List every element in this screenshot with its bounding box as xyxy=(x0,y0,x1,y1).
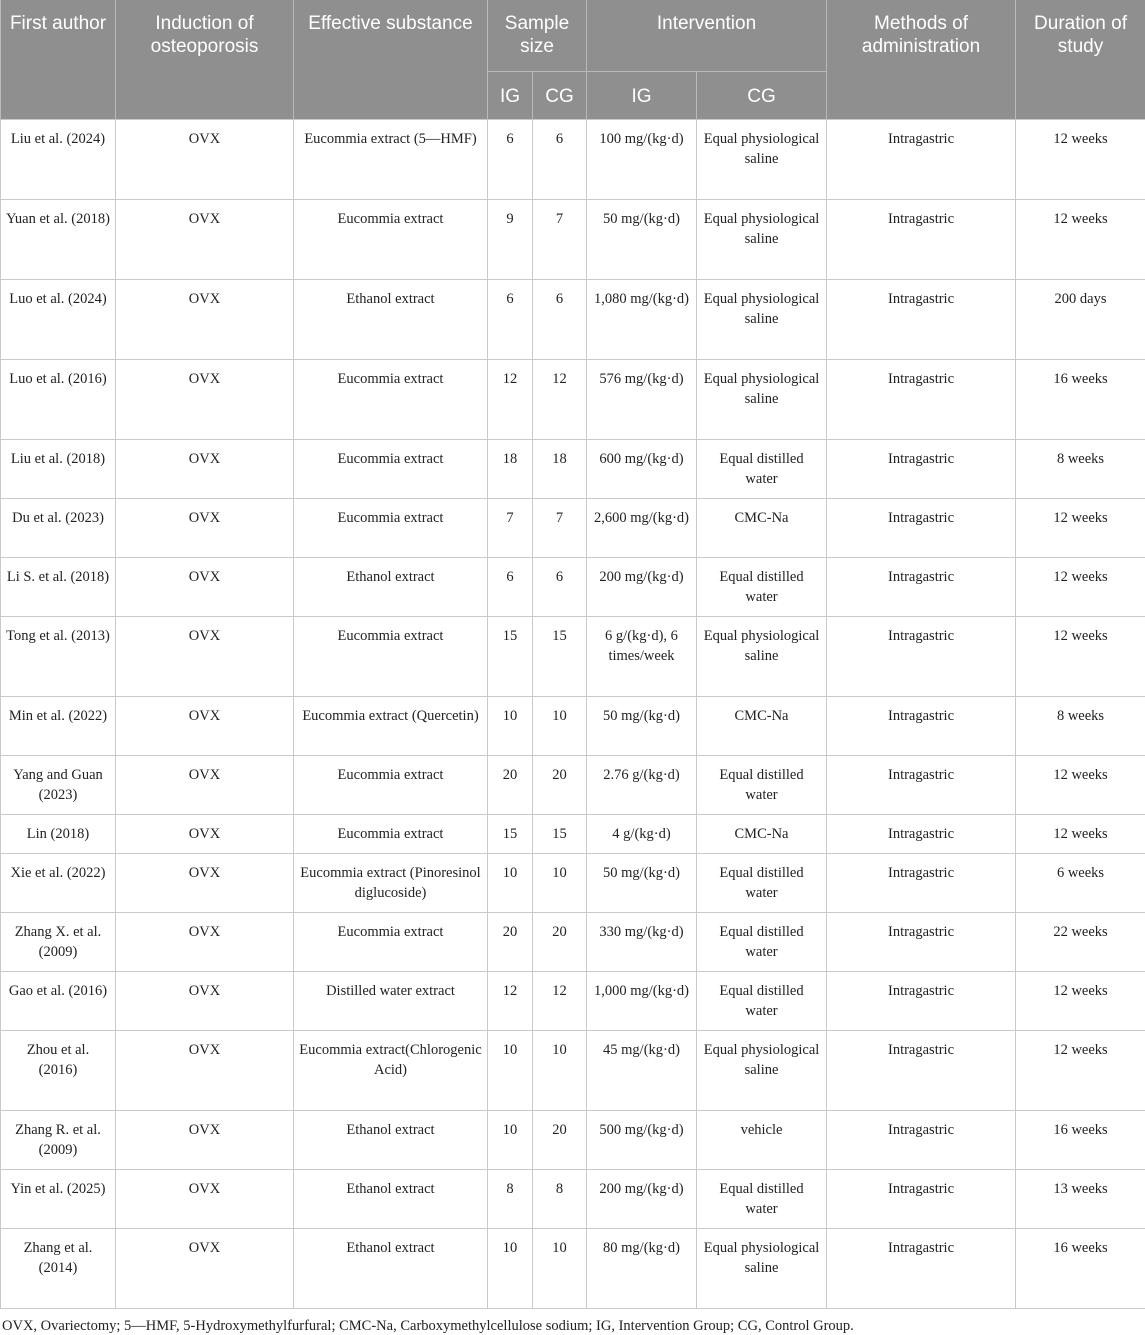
ig-dose-cell: 1,000 mg/(kg·d) xyxy=(587,971,697,1030)
ig-sample-cell: 6 xyxy=(488,119,533,199)
ig-dose-cell: 1,080 mg/(kg·d) xyxy=(587,279,697,359)
ig-sample-cell: 10 xyxy=(488,1228,533,1308)
ig-dose-cell: 200 mg/(kg·d) xyxy=(587,1169,697,1228)
substance-cell: Ethanol extract xyxy=(294,1228,488,1308)
ig-dose-cell: 600 mg/(kg·d) xyxy=(587,439,697,498)
cg-sample-cell: 7 xyxy=(533,199,587,279)
induction-cell: OVX xyxy=(116,1030,294,1110)
cg-intervention-cell: Equal distilled water xyxy=(697,1169,827,1228)
header-sample-size: Sample size xyxy=(488,0,587,71)
method-cell: Intragastric xyxy=(827,279,1016,359)
cg-intervention-cell: Equal physiological saline xyxy=(697,1030,827,1110)
author-cell: Min et al. (2022) xyxy=(1,696,116,755)
table-row xyxy=(1,971,1145,1030)
method-cell: Intragastric xyxy=(827,1110,1016,1169)
cg-intervention-cell: Equal physiological saline xyxy=(697,279,827,359)
cg-sample-cell: 10 xyxy=(533,853,587,912)
ig-sample-cell: 12 xyxy=(488,971,533,1030)
method-cell: Intragastric xyxy=(827,616,1016,696)
author-cell: Liu et al. (2024) xyxy=(1,119,116,199)
table-row xyxy=(1,359,1145,439)
cg-intervention-cell: Equal physiological saline xyxy=(697,1228,827,1308)
duration-cell: 8 weeks xyxy=(1016,696,1145,755)
author-cell: Luo et al. (2016) xyxy=(1,359,116,439)
cg-sample-cell: 12 xyxy=(533,971,587,1030)
ig-dose-cell: 50 mg/(kg·d) xyxy=(587,696,697,755)
induction-cell: OVX xyxy=(116,971,294,1030)
substance-cell: Eucommia extract xyxy=(294,755,488,814)
table-row xyxy=(1,696,1145,755)
method-cell: Intragastric xyxy=(827,755,1016,814)
table-row xyxy=(1,912,1145,971)
ig-dose-cell: 2.76 g/(kg·d) xyxy=(587,755,697,814)
header-sample-ig: IG xyxy=(488,71,533,119)
ig-dose-cell: 45 mg/(kg·d) xyxy=(587,1030,697,1110)
method-cell: Intragastric xyxy=(827,696,1016,755)
method-cell: Intragastric xyxy=(827,439,1016,498)
cg-sample-cell: 8 xyxy=(533,1169,587,1228)
duration-cell: 12 weeks xyxy=(1016,199,1145,279)
author-cell: Li S. et al. (2018) xyxy=(1,557,116,616)
author-cell: Tong et al. (2013) xyxy=(1,616,116,696)
induction-cell: OVX xyxy=(116,814,294,853)
cg-intervention-cell: Equal distilled water xyxy=(697,912,827,971)
author-cell: Yuan et al. (2018) xyxy=(1,199,116,279)
ig-sample-cell: 15 xyxy=(488,814,533,853)
cg-intervention-cell: Equal distilled water xyxy=(697,853,827,912)
ig-sample-cell: 18 xyxy=(488,439,533,498)
duration-cell: 16 weeks xyxy=(1016,1228,1145,1308)
duration-cell: 12 weeks xyxy=(1016,1030,1145,1110)
cg-intervention-cell: CMC-Na xyxy=(697,498,827,557)
induction-cell: OVX xyxy=(116,557,294,616)
duration-cell: 12 weeks xyxy=(1016,119,1145,199)
table-row xyxy=(1,1110,1145,1169)
cg-sample-cell: 6 xyxy=(533,119,587,199)
substance-cell: Eucommia extract xyxy=(294,616,488,696)
ig-dose-cell: 2,600 mg/(kg·d) xyxy=(587,498,697,557)
ig-dose-cell: 330 mg/(kg·d) xyxy=(587,912,697,971)
author-cell: Gao et al. (2016) xyxy=(1,971,116,1030)
author-cell: Zhang R. et al. (2009) xyxy=(1,1110,116,1169)
substance-cell: Eucommia extract (Quercetin) xyxy=(294,696,488,755)
ig-sample-cell: 6 xyxy=(488,279,533,359)
table-row xyxy=(1,814,1145,853)
method-cell: Intragastric xyxy=(827,1169,1016,1228)
method-cell: Intragastric xyxy=(827,199,1016,279)
ig-sample-cell: 9 xyxy=(488,199,533,279)
cg-intervention-cell: Equal physiological saline xyxy=(697,616,827,696)
header-effective-substance: Effective substance xyxy=(294,0,488,119)
cg-intervention-cell: Equal distilled water xyxy=(697,439,827,498)
header-duration: Duration of study xyxy=(1016,0,1145,119)
cg-sample-cell: 10 xyxy=(533,696,587,755)
ig-dose-cell: 50 mg/(kg·d) xyxy=(587,199,697,279)
induction-cell: OVX xyxy=(116,119,294,199)
author-cell: Yang and Guan (2023) xyxy=(1,755,116,814)
duration-cell: 16 weeks xyxy=(1016,359,1145,439)
cg-intervention-cell: Equal physiological saline xyxy=(697,359,827,439)
cg-intervention-cell: Equal distilled water xyxy=(697,557,827,616)
substance-cell: Distilled water extract xyxy=(294,971,488,1030)
table-row xyxy=(1,498,1145,557)
cg-sample-cell: 10 xyxy=(533,1228,587,1308)
author-cell: Liu et al. (2018) xyxy=(1,439,116,498)
ig-sample-cell: 20 xyxy=(488,912,533,971)
ig-sample-cell: 20 xyxy=(488,755,533,814)
author-cell: Yin et al. (2025) xyxy=(1,1169,116,1228)
induction-cell: OVX xyxy=(116,498,294,557)
header-sample-cg: CG xyxy=(533,71,587,119)
induction-cell: OVX xyxy=(116,1110,294,1169)
ig-dose-cell: 80 mg/(kg·d) xyxy=(587,1228,697,1308)
table-row xyxy=(1,279,1145,359)
table-footnote: OVX, Ovariectomy; 5—HMF, 5-Hydroxymethylfurfural; CMC-Na, Carboxymethylcellulose sodium; IG, Intervention Group; CG, Control Group. xyxy=(0,1309,1145,1335)
table-row xyxy=(1,755,1145,814)
cg-intervention-cell: Equal distilled water xyxy=(697,971,827,1030)
duration-cell: 12 weeks xyxy=(1016,498,1145,557)
header-methods: Methods of administration xyxy=(827,0,1016,119)
cg-sample-cell: 20 xyxy=(533,755,587,814)
author-cell: Zhou et al. (2016) xyxy=(1,1030,116,1110)
duration-cell: 12 weeks xyxy=(1016,971,1145,1030)
cg-sample-cell: 6 xyxy=(533,557,587,616)
cg-intervention-cell: CMC-Na xyxy=(697,696,827,755)
duration-cell: 12 weeks xyxy=(1016,755,1145,814)
ig-sample-cell: 10 xyxy=(488,1030,533,1110)
header-first-author: First author xyxy=(1,0,116,119)
induction-cell: OVX xyxy=(116,1228,294,1308)
induction-cell: OVX xyxy=(116,359,294,439)
induction-cell: OVX xyxy=(116,696,294,755)
table-row xyxy=(1,853,1145,912)
table-row xyxy=(1,1228,1145,1308)
table-row xyxy=(1,1169,1145,1228)
ig-sample-cell: 10 xyxy=(488,853,533,912)
method-cell: Intragastric xyxy=(827,814,1016,853)
duration-cell: 8 weeks xyxy=(1016,439,1145,498)
table-row xyxy=(1,439,1145,498)
ig-sample-cell: 10 xyxy=(488,696,533,755)
method-cell: Intragastric xyxy=(827,853,1016,912)
method-cell: Intragastric xyxy=(827,359,1016,439)
ig-dose-cell: 6 g/(kg·d), 6 times/week xyxy=(587,616,697,696)
ig-dose-cell: 50 mg/(kg·d) xyxy=(587,853,697,912)
author-cell: Zhang et al. (2014) xyxy=(1,1228,116,1308)
cg-sample-cell: 15 xyxy=(533,616,587,696)
cg-sample-cell: 18 xyxy=(533,439,587,498)
method-cell: Intragastric xyxy=(827,1030,1016,1110)
method-cell: Intragastric xyxy=(827,971,1016,1030)
induction-cell: OVX xyxy=(116,199,294,279)
ig-sample-cell: 15 xyxy=(488,616,533,696)
cg-sample-cell: 7 xyxy=(533,498,587,557)
cg-sample-cell: 15 xyxy=(533,814,587,853)
cg-sample-cell: 12 xyxy=(533,359,587,439)
ig-sample-cell: 7 xyxy=(488,498,533,557)
ig-dose-cell: 500 mg/(kg·d) xyxy=(587,1110,697,1169)
author-cell: Xie et al. (2022) xyxy=(1,853,116,912)
author-cell: Luo et al. (2024) xyxy=(1,279,116,359)
substance-cell: Eucommia extract xyxy=(294,814,488,853)
table-row xyxy=(1,557,1145,616)
method-cell: Intragastric xyxy=(827,1228,1016,1308)
ig-dose-cell: 4 g/(kg·d) xyxy=(587,814,697,853)
substance-cell: Eucommia extract (5—HMF) xyxy=(294,119,488,199)
method-cell: Intragastric xyxy=(827,912,1016,971)
substance-cell: Ethanol extract xyxy=(294,1169,488,1228)
table-row xyxy=(1,199,1145,279)
ig-dose-cell: 100 mg/(kg·d) xyxy=(587,119,697,199)
substance-cell: Eucommia extract xyxy=(294,912,488,971)
author-cell: Lin (2018) xyxy=(1,814,116,853)
induction-cell: OVX xyxy=(116,616,294,696)
substance-cell: Eucommia extract(Chlorogenic Acid) xyxy=(294,1030,488,1110)
induction-cell: OVX xyxy=(116,1169,294,1228)
duration-cell: 22 weeks xyxy=(1016,912,1145,971)
method-cell: Intragastric xyxy=(827,557,1016,616)
ig-dose-cell: 576 mg/(kg·d) xyxy=(587,359,697,439)
substance-cell: Eucommia extract xyxy=(294,359,488,439)
table-row xyxy=(1,616,1145,696)
duration-cell: 200 days xyxy=(1016,279,1145,359)
method-cell: Intragastric xyxy=(827,498,1016,557)
table-row xyxy=(1,1030,1145,1110)
header-intervention: Intervention xyxy=(587,0,827,71)
ig-dose-cell: 200 mg/(kg·d) xyxy=(587,557,697,616)
duration-cell: 12 weeks xyxy=(1016,814,1145,853)
table-body xyxy=(1,119,1145,1308)
cg-sample-cell: 10 xyxy=(533,1030,587,1110)
author-cell: Du et al. (2023) xyxy=(1,498,116,557)
induction-cell: OVX xyxy=(116,279,294,359)
cg-intervention-cell: Equal distilled water xyxy=(697,755,827,814)
substance-cell: Eucommia extract xyxy=(294,439,488,498)
substance-cell: Ethanol extract xyxy=(294,1110,488,1169)
cg-sample-cell: 20 xyxy=(533,1110,587,1169)
induction-cell: OVX xyxy=(116,439,294,498)
duration-cell: 12 weeks xyxy=(1016,557,1145,616)
method-cell: Intragastric xyxy=(827,119,1016,199)
table-header xyxy=(1,0,1145,119)
duration-cell: 12 weeks xyxy=(1016,616,1145,696)
duration-cell: 13 weeks xyxy=(1016,1169,1145,1228)
substance-cell: Eucommia extract xyxy=(294,498,488,557)
ig-sample-cell: 6 xyxy=(488,557,533,616)
substance-cell: Eucommia extract xyxy=(294,199,488,279)
table-row xyxy=(1,119,1145,199)
ig-sample-cell: 8 xyxy=(488,1169,533,1228)
substance-cell: Eucommia extract (Pinoresinol diglucoside) xyxy=(294,853,488,912)
induction-cell: OVX xyxy=(116,853,294,912)
duration-cell: 6 weeks xyxy=(1016,853,1145,912)
ig-sample-cell: 12 xyxy=(488,359,533,439)
duration-cell: 16 weeks xyxy=(1016,1110,1145,1169)
header-intervention-cg: CG xyxy=(697,71,827,119)
author-cell: Zhang X. et al. (2009) xyxy=(1,912,116,971)
cg-intervention-cell: Equal physiological saline xyxy=(697,119,827,199)
cg-sample-cell: 6 xyxy=(533,279,587,359)
header-intervention-ig: IG xyxy=(587,71,697,119)
induction-cell: OVX xyxy=(116,912,294,971)
header-induction: Induction of osteoporosis xyxy=(116,0,294,119)
cg-sample-cell: 20 xyxy=(533,912,587,971)
substance-cell: Ethanol extract xyxy=(294,557,488,616)
cg-intervention-cell: vehicle xyxy=(697,1110,827,1169)
ig-sample-cell: 10 xyxy=(488,1110,533,1169)
cg-intervention-cell: CMC-Na xyxy=(697,814,827,853)
substance-cell: Ethanol extract xyxy=(294,279,488,359)
cg-intervention-cell: Equal physiological saline xyxy=(697,199,827,279)
induction-cell: OVX xyxy=(116,755,294,814)
